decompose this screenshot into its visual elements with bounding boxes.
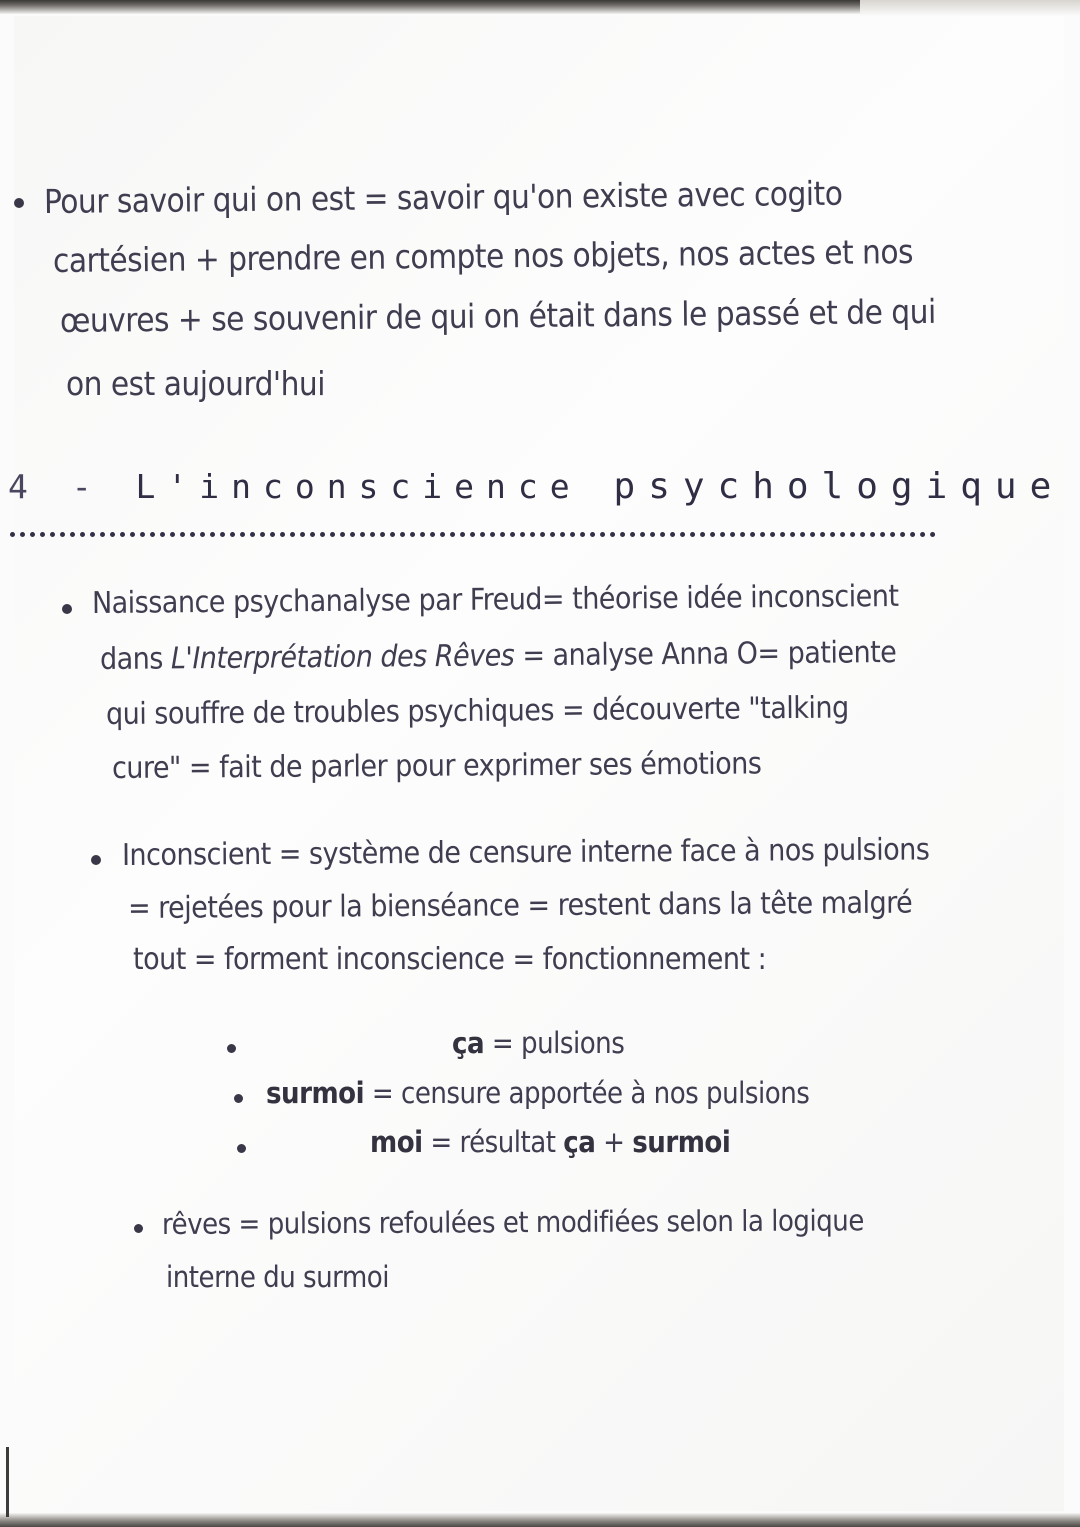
term-surmoi: surmoi [632, 1125, 731, 1159]
sublist-item-surmoi [266, 1076, 809, 1110]
note-line: qui souffre de troubles psychiques = découverte "talking [105, 690, 849, 732]
note-line: cure" = fait de parler pour exprimer ses émotions [111, 746, 762, 786]
text-span: = analyse Anna O= patiente [514, 635, 897, 674]
bullet-dot [227, 1044, 236, 1053]
section-title-word1: L'inconscience [135, 467, 582, 506]
note-line: Inconscient = système de censure interne face à nos pulsions [121, 832, 930, 873]
note-line: on est aujourd'hui [66, 364, 325, 403]
bullet-dot [237, 1144, 246, 1153]
sublist-item-ca [452, 1026, 624, 1060]
note-line: = rejetées pour la bienséance = restent dans la tête malgré [127, 885, 913, 926]
heading-underline [10, 532, 936, 537]
sublist-item-moi [370, 1125, 730, 1159]
note-line [100, 635, 897, 677]
note-line: Naissance psychanalyse par Freud= théorise idée inconscient [91, 578, 899, 621]
term-surmoi: surmoi [266, 1076, 365, 1110]
note-line: interne du surmoi [166, 1260, 390, 1294]
bullet-dot [134, 1224, 143, 1233]
term-moi: moi [370, 1125, 423, 1159]
section-number: 4 - [8, 467, 136, 506]
note-line: cartésien + prendre en compte nos objets, nos actes et nos [52, 231, 914, 280]
term-ca: ça [452, 1026, 485, 1060]
term-ca: ça [563, 1125, 596, 1159]
scan-top-right-shadow [860, 0, 1080, 16]
text-span: dans [99, 641, 172, 677]
note-line: rêves = pulsions refoulées et modifiées selon la logique [161, 1203, 864, 1241]
text-span: = résultat [422, 1125, 564, 1159]
bullet-dot [234, 1094, 243, 1103]
text-span: + [595, 1125, 633, 1159]
bullet-dot [62, 604, 72, 614]
text-span: = censure apportée à nos pulsions [364, 1076, 810, 1110]
bullet-dot [14, 198, 24, 208]
scan-left-edge [6, 1447, 9, 1517]
scan-bottom-edge [0, 1513, 1080, 1527]
section-title-word2: psychologique [613, 466, 1065, 507]
book-title: L'Interprétation des Rêves [170, 638, 515, 677]
note-line: tout = forment inconscience = fonctionnement : [133, 942, 767, 977]
bullet-dot [91, 855, 101, 865]
note-line: Pour savoir qui on est = savoir qu'on existe avec cogito [43, 173, 843, 221]
note-line: œuvres + se souvenir de qui on était dans le passé et de qui [59, 291, 936, 340]
text-span: = pulsions [484, 1026, 625, 1060]
section-heading [8, 466, 1064, 507]
